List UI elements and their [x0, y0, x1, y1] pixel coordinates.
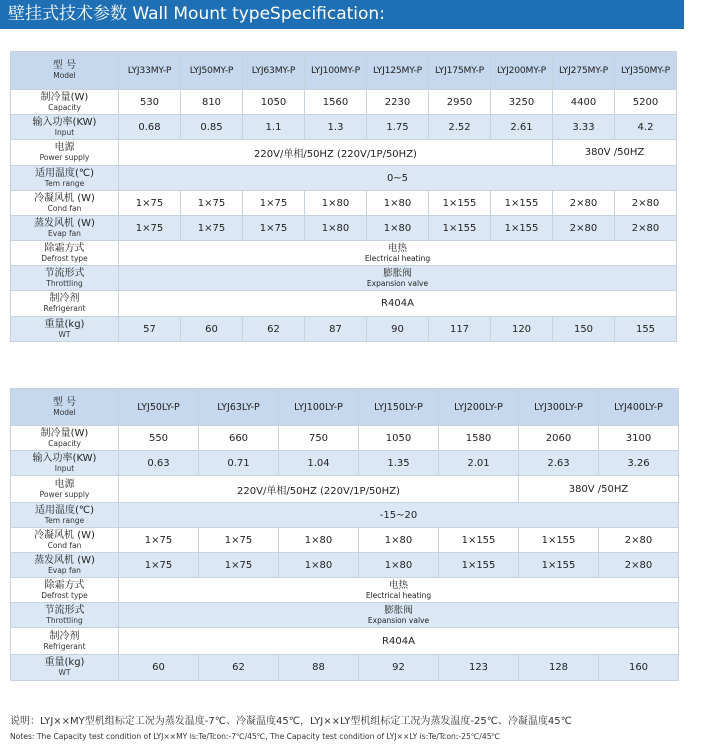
model-cell: LYJ125MY-P — [367, 52, 429, 90]
row-label-refrigerant: 制冷剂 Refrigerant — [11, 628, 119, 655]
value-cell: 1×75 — [119, 216, 181, 241]
power-single-phase: 220V/单相/50HZ (220V/1P/50HZ) — [119, 476, 519, 503]
value-cell: 88 — [279, 655, 359, 681]
refrigerant: R404A — [119, 291, 677, 317]
model-cell: LYJ400LY-P — [599, 389, 679, 426]
value-cell: 0.68 — [119, 115, 181, 140]
value-cell: 1×155 — [439, 553, 519, 578]
row-label-throttling: 节流形式 Throttling — [11, 266, 119, 291]
notes-en: Notes: The Capacity test condition of LYJ××MY is:Te/Tcon:-7℃/45℃, The Capacity test condition of LYJ××LY is:Te/Tcon:-25℃/45℃ — [10, 732, 501, 741]
row-label-input: 输入功率(KW) Input — [11, 451, 119, 476]
table-row — [11, 191, 677, 216]
value-cell: 1.3 — [305, 115, 367, 140]
value-cell: 2×80 — [615, 216, 677, 241]
value-cell: 530 — [119, 90, 181, 115]
row-label-model: 型 号 Model — [11, 52, 119, 90]
value-cell: 117 — [429, 317, 491, 342]
power-single-phase: 220V/单相/50HZ (220V/1P/50HZ) — [119, 140, 553, 166]
table-row — [11, 140, 677, 166]
row-label-cond: 冷凝风机 (W) Cond fan — [11, 191, 119, 216]
value-cell: 1×75 — [119, 553, 199, 578]
value-cell: 0.85 — [181, 115, 243, 140]
value-cell: 2×80 — [599, 553, 679, 578]
row-label-defrost: 除霜方式 Defrost type — [11, 578, 119, 603]
row-label-weight: 重量(kg) WT — [11, 317, 119, 342]
throttling-type: 膨胀阀 Expansion valve — [119, 266, 677, 291]
temp-range: -15~20 — [119, 503, 679, 528]
value-cell: 2×80 — [553, 216, 615, 241]
table-row — [11, 451, 679, 476]
row-label-cond: 冷凝风机 (W) Cond fan — [11, 528, 119, 553]
value-cell: 1.75 — [367, 115, 429, 140]
row-label-capacity: 制冷量(W) Capacity — [11, 426, 119, 451]
value-cell: 1×155 — [519, 528, 599, 553]
value-cell: 1.04 — [279, 451, 359, 476]
value-cell: 62 — [243, 317, 305, 342]
value-cell: 2.61 — [491, 115, 553, 140]
table-row — [11, 426, 679, 451]
value-cell: 4400 — [553, 90, 615, 115]
table-row — [11, 266, 677, 291]
table-row — [11, 115, 677, 140]
value-cell: 1050 — [359, 426, 439, 451]
value-cell: 3.26 — [599, 451, 679, 476]
value-cell: 3100 — [599, 426, 679, 451]
row-label-refrigerant: 制冷剂 Refrigerant — [11, 291, 119, 317]
row-label-input: 输入功率(KW) Input — [11, 115, 119, 140]
value-cell: 2.01 — [439, 451, 519, 476]
value-cell: 2.63 — [519, 451, 599, 476]
value-cell: 60 — [119, 655, 199, 681]
value-cell: 0.63 — [119, 451, 199, 476]
value-cell: 2×80 — [553, 191, 615, 216]
value-cell: 3250 — [491, 90, 553, 115]
value-cell: 92 — [359, 655, 439, 681]
value-cell: 1×80 — [359, 528, 439, 553]
model-cell: LYJ50LY-P — [119, 389, 199, 426]
value-cell: 1×75 — [119, 528, 199, 553]
value-cell: 60 — [181, 317, 243, 342]
value-cell: 1×75 — [199, 528, 279, 553]
value-cell: 90 — [367, 317, 429, 342]
value-cell: 1×80 — [367, 191, 429, 216]
row-label-weight: 重量(kg) WT — [11, 655, 119, 681]
row-label-power: 电源 Power supply — [11, 140, 119, 166]
value-cell: 1×75 — [181, 191, 243, 216]
model-cell: LYJ200LY-P — [439, 389, 519, 426]
value-cell: 550 — [119, 426, 199, 451]
row-label-throttling: 节流形式 Throttling — [11, 603, 119, 628]
model-cell: LYJ275MY-P — [553, 52, 615, 90]
value-cell: 1×80 — [279, 528, 359, 553]
value-cell: 160 — [599, 655, 679, 681]
model-cell: LYJ100LY-P — [279, 389, 359, 426]
spec-table-ly — [10, 388, 679, 681]
value-cell: 1×80 — [305, 191, 367, 216]
value-cell: 1×80 — [359, 553, 439, 578]
value-cell: 1×155 — [429, 191, 491, 216]
value-cell: 750 — [279, 426, 359, 451]
table-row — [11, 528, 679, 553]
row-label-power: 电源 Power supply — [11, 476, 119, 503]
value-cell: 2060 — [519, 426, 599, 451]
value-cell: 2950 — [429, 90, 491, 115]
table-row — [11, 476, 679, 503]
notes-cn: 说明：LYJ××MY型机组标定工况为蒸发温度-7℃、冷凝温度45℃，LYJ××LY型机组标定工况为蒸发温度-25℃、冷凝温度45℃ — [10, 716, 572, 727]
value-cell: 1×80 — [279, 553, 359, 578]
value-cell: 2.52 — [429, 115, 491, 140]
model-cell: LYJ350MY-P — [615, 52, 677, 90]
table-row — [11, 503, 679, 528]
defrost-type: 电热 Electrical heating — [119, 241, 677, 266]
value-cell: 810 — [181, 90, 243, 115]
model-cell: LYJ63MY-P — [243, 52, 305, 90]
value-cell: 4.2 — [615, 115, 677, 140]
value-cell: 2×80 — [599, 528, 679, 553]
value-cell: 1580 — [439, 426, 519, 451]
value-cell: 1.1 — [243, 115, 305, 140]
refrigerant: R404A — [119, 628, 679, 655]
table-row — [11, 291, 677, 317]
value-cell: 2×80 — [615, 191, 677, 216]
value-cell: 1×75 — [243, 191, 305, 216]
table-row — [11, 52, 677, 90]
value-cell: 123 — [439, 655, 519, 681]
value-cell: 1×155 — [491, 191, 553, 216]
defrost-type: 电热 Electrical heating — [119, 578, 679, 603]
spec-table-my — [10, 51, 677, 342]
value-cell: 150 — [553, 317, 615, 342]
table-row — [11, 216, 677, 241]
table-row — [11, 655, 679, 681]
table-row — [11, 603, 679, 628]
model-cell: LYJ50MY-P — [181, 52, 243, 90]
value-cell: 128 — [519, 655, 599, 681]
model-cell: LYJ63LY-P — [199, 389, 279, 426]
value-cell: 1560 — [305, 90, 367, 115]
value-cell: 1×80 — [367, 216, 429, 241]
value-cell: 1×155 — [439, 528, 519, 553]
value-cell: 1.35 — [359, 451, 439, 476]
row-label-evap: 蒸发风机 (W) Evap fan — [11, 553, 119, 578]
value-cell: 5200 — [615, 90, 677, 115]
value-cell: 120 — [491, 317, 553, 342]
value-cell: 1×155 — [491, 216, 553, 241]
table-row — [11, 90, 677, 115]
power-three-phase: 380V /50HZ — [519, 476, 679, 503]
value-cell: 1×75 — [199, 553, 279, 578]
page-title: 壁挂式技术参数 Wall Mount typeSpecification: — [0, 0, 684, 29]
value-cell: 155 — [615, 317, 677, 342]
throttling-type: 膨胀阀 Expansion valve — [119, 603, 679, 628]
temp-range: 0~5 — [119, 166, 677, 191]
row-label-defrost: 除霜方式 Defrost type — [11, 241, 119, 266]
value-cell: 87 — [305, 317, 367, 342]
model-cell: LYJ150LY-P — [359, 389, 439, 426]
value-cell: 62 — [199, 655, 279, 681]
row-label-model: 型 号 Model — [11, 389, 119, 426]
model-cell: LYJ200MY-P — [491, 52, 553, 90]
value-cell: 1×75 — [181, 216, 243, 241]
table-row — [11, 389, 679, 426]
value-cell: 0.71 — [199, 451, 279, 476]
table-row — [11, 578, 679, 603]
table-row — [11, 628, 679, 655]
value-cell: 57 — [119, 317, 181, 342]
row-label-evap: 蒸发风机 (W) Evap fan — [11, 216, 119, 241]
value-cell: 1050 — [243, 90, 305, 115]
value-cell: 1×155 — [519, 553, 599, 578]
value-cell: 2230 — [367, 90, 429, 115]
model-cell: LYJ300LY-P — [519, 389, 599, 426]
row-label-temp: 适用温度(℃) Tem range — [11, 166, 119, 191]
row-label-temp: 适用温度(℃) Tem range — [11, 503, 119, 528]
model-cell: LYJ100MY-P — [305, 52, 367, 90]
table-row — [11, 553, 679, 578]
value-cell: 1×75 — [119, 191, 181, 216]
value-cell: 3.33 — [553, 115, 615, 140]
table-row — [11, 166, 677, 191]
value-cell: 1×75 — [243, 216, 305, 241]
power-three-phase: 380V /50HZ — [553, 140, 677, 166]
model-cell: LYJ33MY-P — [119, 52, 181, 90]
table-row — [11, 317, 677, 342]
value-cell: 660 — [199, 426, 279, 451]
row-label-capacity: 制冷量(W) Capacity — [11, 90, 119, 115]
value-cell: 1×80 — [305, 216, 367, 241]
model-cell: LYJ175MY-P — [429, 52, 491, 90]
value-cell: 1×155 — [429, 216, 491, 241]
table-row — [11, 241, 677, 266]
